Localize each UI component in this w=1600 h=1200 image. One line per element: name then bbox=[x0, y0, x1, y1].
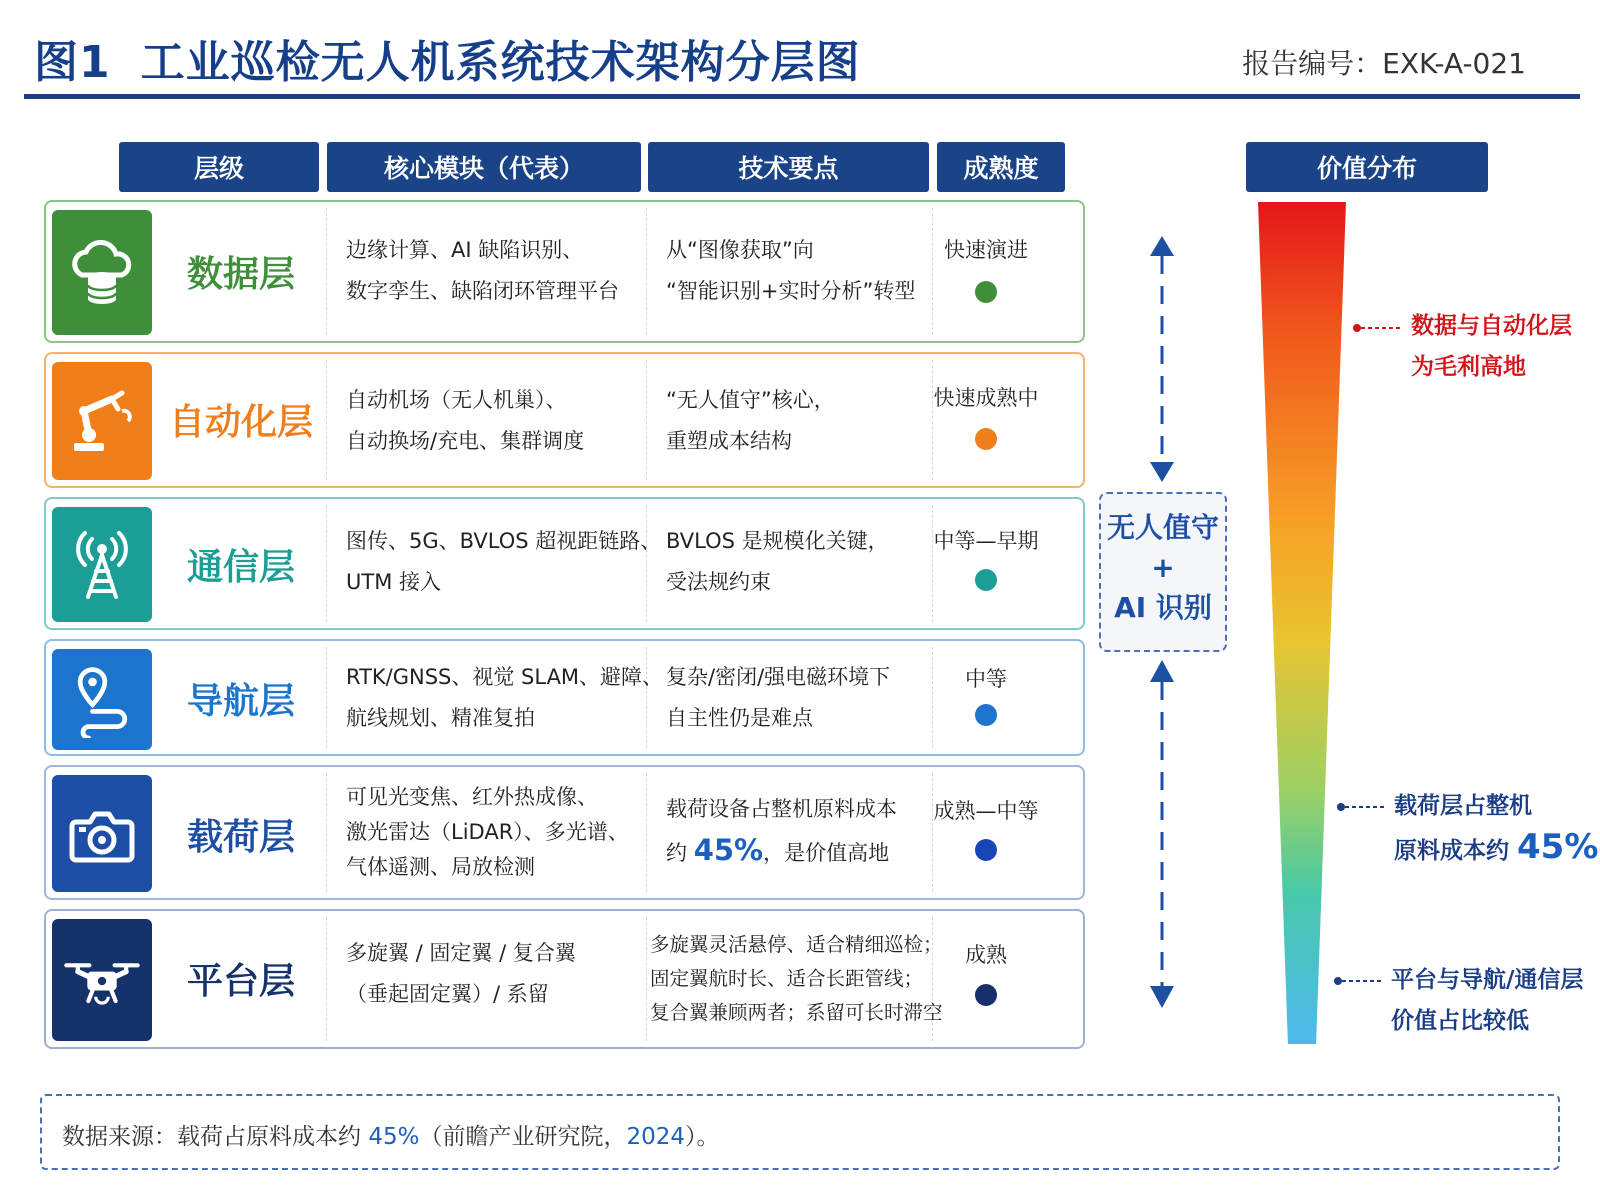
layer-name: 载荷层 bbox=[186, 817, 295, 858]
maturity-dot bbox=[975, 839, 997, 861]
layer-name: 自动化层 bbox=[168, 402, 313, 443]
maturity-label: 快速成熟中 bbox=[933, 386, 1039, 410]
column-header-tech: 技术要点 bbox=[648, 142, 929, 192]
camera-icon bbox=[52, 775, 152, 892]
tech-cell: 复杂/密闭/强电磁环境下 自主性仍是难点 bbox=[666, 665, 891, 730]
column-header-layer: 层级 bbox=[119, 142, 319, 192]
tech-cell: BVLOS 是规模化关键， 受法规约束 bbox=[666, 529, 889, 594]
maturity-label: 快速演进 bbox=[944, 238, 1028, 262]
title-text: 工业巡检无人机系统技术架构分层图 bbox=[140, 37, 861, 88]
map-pin-route-icon bbox=[52, 649, 152, 750]
modules-cell: 图传、5G、BVLOS 超视距链路、 UTM 接入 bbox=[346, 529, 662, 594]
value-gradient-bar bbox=[1258, 202, 1346, 1044]
up-down-arrow-top bbox=[1144, 236, 1184, 486]
antenna-tower-icon bbox=[52, 507, 152, 622]
tech-cell: 载荷设备占整机原料成本 约 45%，是价值高地 bbox=[666, 797, 897, 867]
page-title bbox=[34, 26, 861, 90]
column-header-maturity: 成熟度 bbox=[937, 142, 1065, 192]
layer-row-navigation bbox=[44, 639, 1085, 756]
tech-cell: 从“图像获取”向 “智能识别+实时分析”转型 bbox=[666, 238, 916, 303]
robot-arm-icon bbox=[52, 362, 152, 480]
annotation-leader-mid bbox=[1336, 801, 1388, 813]
annotation-leader-top bbox=[1352, 322, 1404, 334]
source-note: 数据来源：载荷占原料成本约 45%（前瞻产业研究院，2024）。 bbox=[62, 1124, 720, 1150]
maturity-label: 成熟—中等 bbox=[933, 799, 1039, 823]
cloud-database-icon bbox=[52, 210, 152, 335]
annotation-low-value: 平台与导航/通信层 价值占比较低 bbox=[1391, 967, 1584, 1034]
layer-name: 平台层 bbox=[186, 961, 295, 1002]
layer-row-payload bbox=[44, 765, 1085, 900]
modules-cell: 可见光变焦、红外热成像、 激光雷达（LiDAR）、多光谱、 气体遥测、局放检测 bbox=[346, 785, 629, 879]
modules-cell: RTK/GNSS、视觉 SLAM、避障、 航线规划、精准复拍 bbox=[346, 665, 664, 730]
maturity-dot bbox=[975, 569, 997, 591]
header-divider bbox=[24, 94, 1580, 99]
value-distribution-header: 价值分布 bbox=[1246, 142, 1488, 192]
annotation-leader-bottom bbox=[1333, 975, 1385, 987]
layer-row-communication bbox=[44, 497, 1085, 630]
maturity-dot bbox=[975, 428, 997, 450]
maturity-dot bbox=[975, 281, 997, 303]
annotation-high-margin: 数据与自动化层 为毛利高地 bbox=[1411, 313, 1572, 380]
modules-cell: 边缘计算、AI 缺陷识别、 数字孪生、缺陷闭环管理平台 bbox=[346, 238, 619, 303]
maturity-dot bbox=[975, 704, 997, 726]
figure-label: 图1 bbox=[34, 37, 111, 88]
tech-cell: 多旋翼灵活悬停、适合精细巡检； 固定翼航时长、适合长距管线； 复合翼兼顾两者；系留可长时滞空 bbox=[650, 933, 943, 1024]
tech-cell: “无人值守”核心， 重塑成本结构 bbox=[666, 388, 835, 453]
layer-name: 导航层 bbox=[186, 681, 295, 722]
annotation-payload-cost: 载荷层占整机 原料成本约 45% bbox=[1394, 793, 1599, 867]
maturity-label: 中等 bbox=[965, 667, 1007, 691]
modules-cell: 自动机场（无人机巢）、 自动换场/充电、集群调度 bbox=[346, 388, 585, 453]
report-number: 报告编号：EXK-A-021 bbox=[1242, 47, 1526, 80]
layer-row-platform bbox=[44, 909, 1085, 1049]
payload-cost-percent: 45% bbox=[693, 833, 764, 867]
up-down-arrow-bottom bbox=[1144, 660, 1184, 1010]
center-concept-box: 无人值守 + AI 识别 bbox=[1099, 492, 1227, 652]
maturity-label: 中等—早期 bbox=[933, 529, 1039, 553]
layer-row-automation bbox=[44, 352, 1085, 488]
column-header-modules: 核心模块（代表） bbox=[327, 142, 641, 192]
layer-name: 通信层 bbox=[186, 547, 295, 588]
drone-icon bbox=[52, 919, 152, 1041]
layer-name: 数据层 bbox=[186, 254, 295, 295]
maturity-dot bbox=[975, 984, 997, 1006]
source-footer bbox=[40, 1094, 1560, 1170]
maturity-label: 成熟 bbox=[965, 943, 1007, 967]
modules-cell: 多旋翼 / 固定翼 / 复合翼 （垂起固定翼）/ 系留 bbox=[346, 941, 576, 1006]
layer-row-data bbox=[44, 200, 1085, 343]
